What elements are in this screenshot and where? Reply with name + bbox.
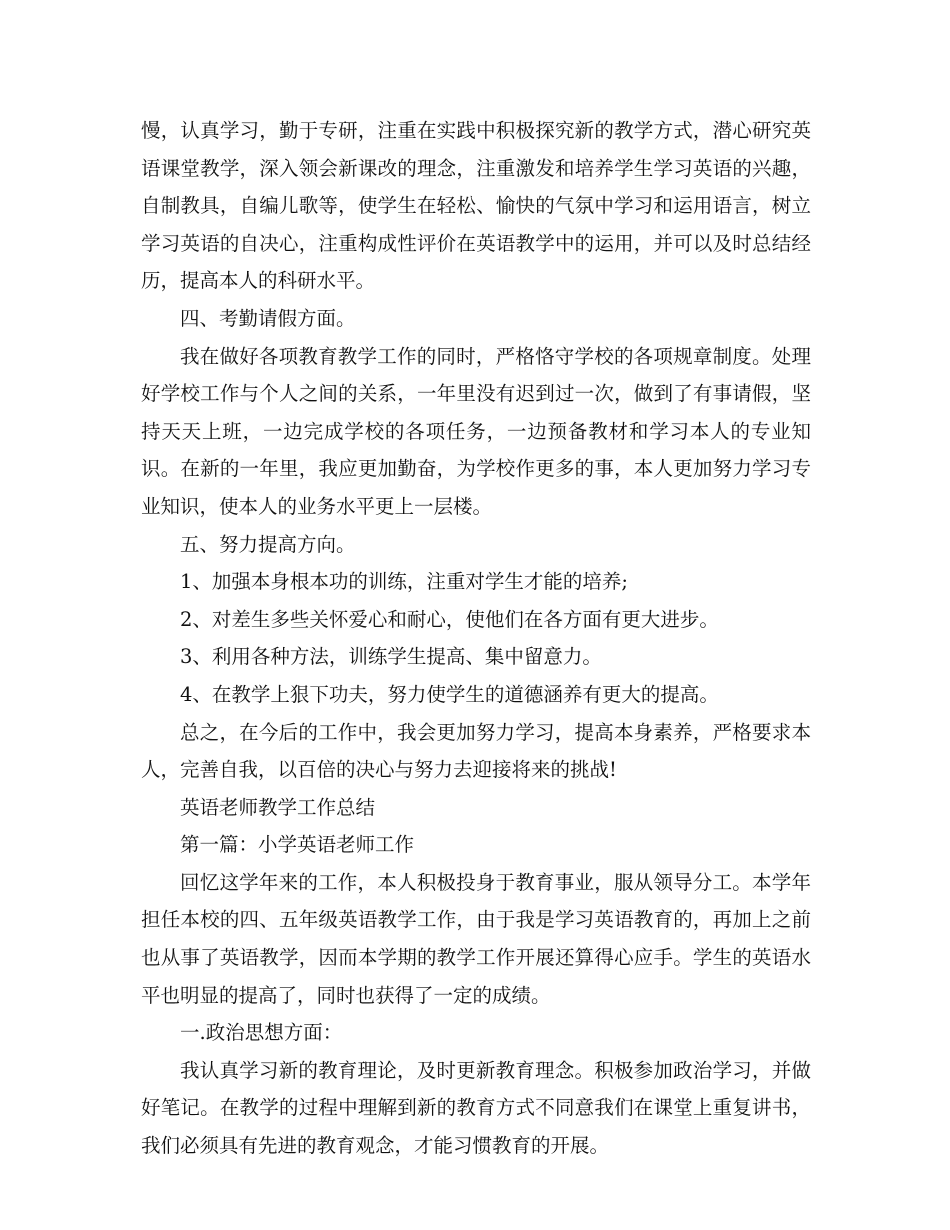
- document-title: 英语老师教学工作总结: [180, 795, 376, 819]
- section-heading-improvement: 五、努力提高方向。: [180, 532, 356, 556]
- list-item: 3、利用各种方法，训练学生提高、集中留意力。: [180, 645, 602, 669]
- list-item: 1、加强本身根本功的训练，注重对学生才能的培养;: [180, 570, 628, 594]
- list-item: 2、对差生多些关怀爱心和耐心，使他们在各方面有更大进步。: [180, 607, 719, 631]
- paragraph-politics: 我认真学习新的教育理论，及时更新教育理念。积极参加政治学习，并做好笔记。在教学的过程中理解到新的教育方式不同意我们在课堂上重复讲书，我们必须具有先进的教育观念，才能习惯教育的开展。: [141, 1058, 811, 1158]
- section-heading-attendance: 四、考勤请假方面。: [180, 306, 356, 330]
- paragraph-review: 回忆这学年来的工作，本人积极投身于教育事业，服从领导分工。本学年担任本校的四、五年级英语教学工作，由于我是学习英语教育的，再加上之前也从事了英语教学，因而本学期的教学工作开展还算得心应手。学生的英语水平也明显的提高了，同时也获得了一定的成绩。: [141, 870, 811, 1007]
- paragraph-attendance: 我在做好各项教育教学工作的同时，严格恪守学校的各项规章制度。处理好学校工作与个人之间的关系，一年里没有迟到过一次，做到了有事请假，坚持天天上班，一边完成学校的各项任务，一边预备教材和学习本人的专业知识。在新的一年里，我应更加勤奋，为学校作更多的事，本人更加努力学习专业知识，使本人的业务水平更上一层楼。: [141, 344, 811, 518]
- section-heading-politics: 一.政治思想方面：: [180, 1021, 343, 1045]
- document-body: [141, 112, 811, 1165]
- paragraph-conclusion: 总之，在今后的工作中，我会更加努力学习，提高本身素养，严格要求本人，完善自我，以百倍的决心与努力去迎接将来的挑战!: [141, 720, 811, 782]
- paragraph-continuation: 慢，认真学习，勤于专研，注重在实践中积极探究新的教学方式，潜心研究英语课堂教学，深入领会新课改的理念，注重激发和培养学生学习英语的兴趣，自制教具，自编儿歌等，使学生在轻松、愉快的气氛中学习和运用语言，树立学习英语的自决心，注重构成性评价在英语教学中的运用，并可以及时总结经历，提高本人的科研水平。: [141, 119, 811, 293]
- list-item: 4、在教学上狠下功夫，努力使学生的道德涵养有更大的提高。: [180, 682, 719, 706]
- chapter-heading: 第一篇：小学英语老师工作: [180, 833, 415, 857]
